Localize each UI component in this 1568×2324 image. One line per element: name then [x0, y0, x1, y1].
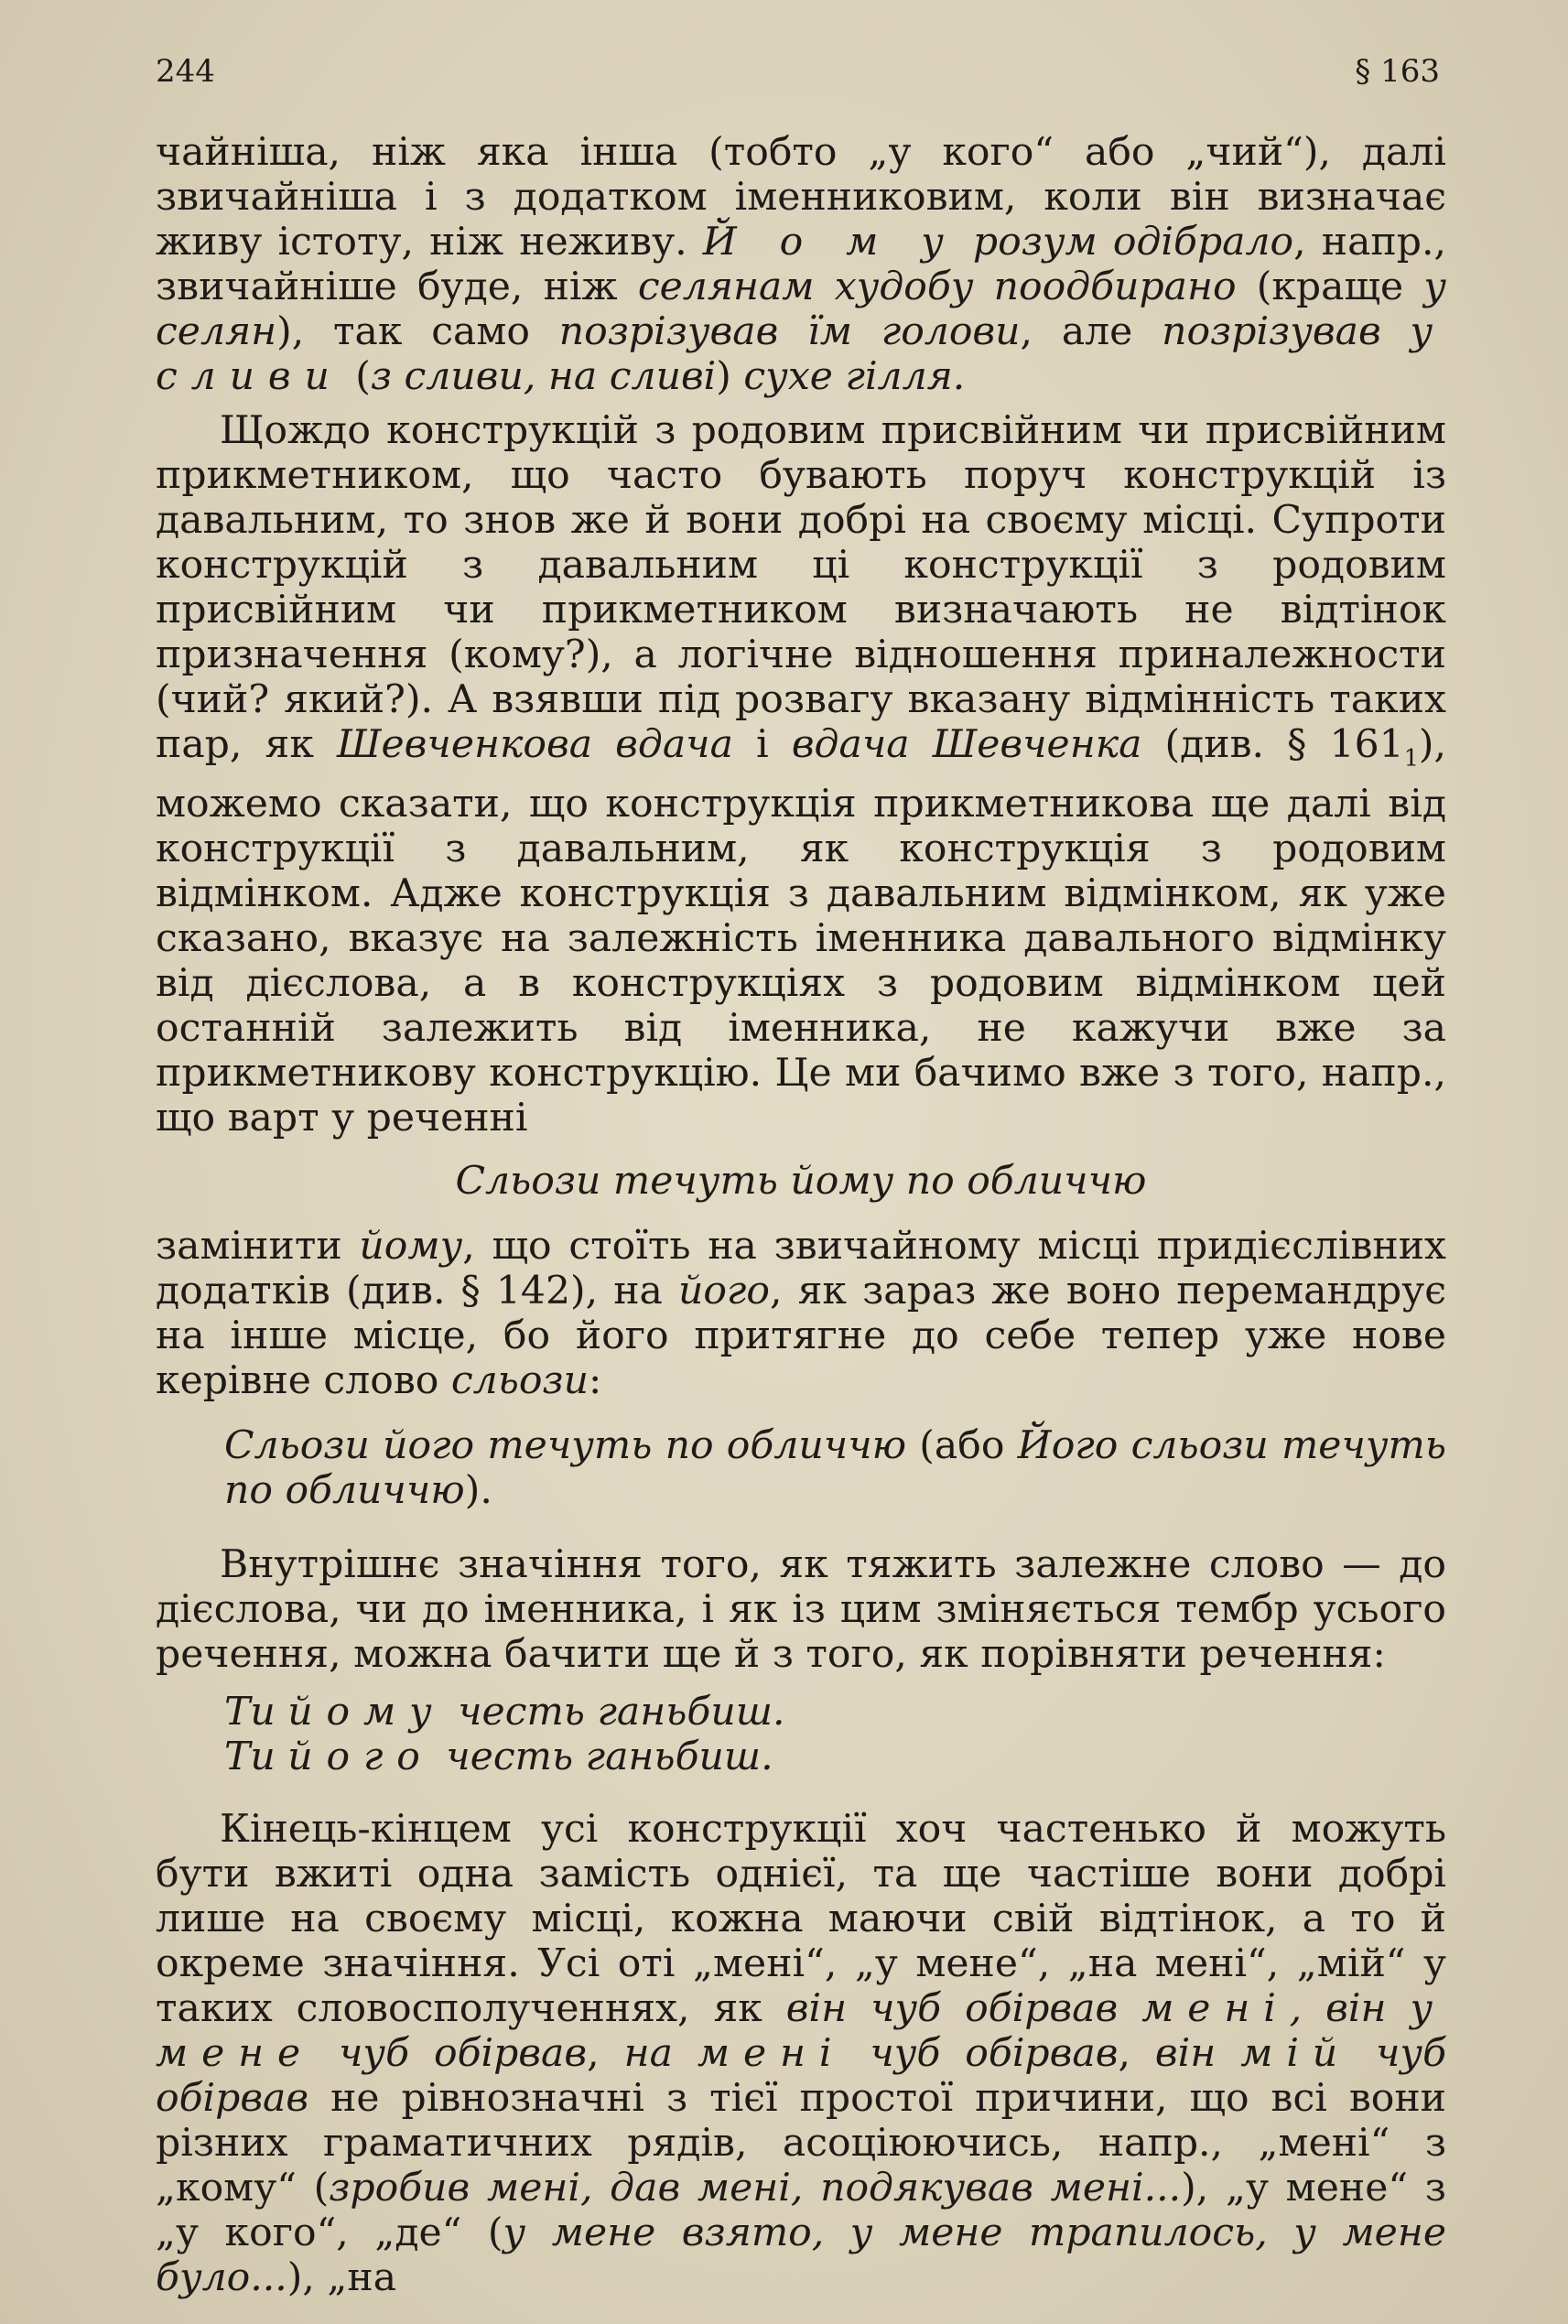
- italic-run: зробив мені, дав мені, подякував мені...: [329, 2165, 1182, 2211]
- italic-run: мій: [1240, 2030, 1352, 2076]
- italic-run: з сливи, на сливі: [370, 354, 717, 399]
- italic-run: у мене: [156, 1985, 1446, 2076]
- text-run: ): [716, 354, 744, 399]
- text-run: , напр., звичайніше буде, ніж: [156, 220, 1446, 309]
- italic-run: честь ганьбиш.: [445, 1689, 785, 1735]
- example-sentence-2: [224, 1423, 1446, 1513]
- italic-run: Його сльози течуть по обличчю: [224, 1422, 1446, 1513]
- italic-run: чуб обірвав: [314, 2030, 588, 2076]
- italic-run: селянам худобу поодбирано: [637, 265, 1237, 309]
- text-run: ,: [587, 2030, 624, 2076]
- text-run: Кінець-кінцем усі конструкції хоч частенько й можуть бути вжиті одна замість однієї, та ще частіше вони добрі лише на своєму місці, кожна маючи свій відтінок, а то й окреме значіння. Усі оті „мені“, „у мене“, „на мені“, „мій“ у таких словосполученнях, як: [156, 1806, 1446, 2031]
- text-run: ), можемо сказати, що конструкція прикметникова ще далі від конструкції з давальним, як конструкція з родовим відмінком. Адже конструкція з давальним відмінком, як уже сказано, вказує на залежність іменника давального відмінку від дієслова, а в конструкціях з родовим відмінком цей останній залежить від іменника, не кажучи вже за прикметникову конструкцію. Це ми бачимо вже з того, напр., що варт у реченні: [156, 722, 1447, 1140]
- italic-run: на: [623, 2030, 697, 2076]
- text-run: чайніша, ніж яка інша (тобто „у кого“ або „чий“), далі звичайніша і з додатком іменниковим, коли він визначає живу істоту, ніж неживу.: [156, 130, 1446, 265]
- italic-run: позрізував їм голови: [558, 309, 1021, 354]
- text-run: , що стоїть на звичайному місці придієслівних додатків (див. § 142), на: [156, 1223, 1447, 1313]
- text-run: (див. § 161: [1141, 722, 1404, 767]
- text-run: ), так само: [276, 309, 559, 354]
- subscript: 1: [1403, 744, 1419, 773]
- italic-run: ,: [1289, 1985, 1326, 2031]
- text-run: Щождо конструкцій з родовим присвійним чи присвійним прикметником, що часто бувають поруч конструкцій із давальним, то знов же й вони добрі на своєму місці. Супроти конструкцій з давальним ці конструкції з родовим присвійним чи прикметником визначають не відтінок призначення (кому?), а логічне відношення приналежности (чий? який?). А взявши під розвагу вказану відмінність таких пар, як: [156, 408, 1446, 767]
- italic-run: його: [677, 1268, 770, 1313]
- italic-run: у селян: [156, 265, 1446, 354]
- italic-run: йому: [287, 1689, 446, 1735]
- text-run: (або: [906, 1422, 1018, 1468]
- text-run: , як зараз же воно перемандрує на інше місце, бо його притягне до себе тепер уже нове керівне слово: [156, 1268, 1447, 1403]
- italic-run: він чуб обірвав: [785, 1985, 1142, 2031]
- paragraph-5: [156, 1807, 1446, 2300]
- text-run: , але: [1020, 309, 1162, 354]
- italic-run: мені: [697, 2030, 846, 2076]
- italic-run: Ти: [224, 1689, 288, 1735]
- text-run: ).: [464, 1467, 492, 1513]
- italic-run: позрізував: [1162, 309, 1411, 354]
- text-run: ), „у мене“ з „у кого“, „де“ (: [156, 2165, 1446, 2255]
- text-run: (краще: [1236, 265, 1424, 309]
- body-text: [156, 130, 1446, 2309]
- text-run: замінити: [156, 1223, 360, 1269]
- italic-run: розум одібрало: [957, 220, 1294, 265]
- italic-run: Ти: [224, 1734, 288, 1779]
- italic-run: Шевченкова вдача: [337, 722, 733, 767]
- paragraph-2: [156, 408, 1446, 1140]
- text-run: ), „на: [287, 2254, 397, 2300]
- italic-run: сльози: [450, 1357, 589, 1403]
- running-head: [156, 53, 1440, 99]
- italic-run: Сльози течуть йому по обличчю: [455, 1158, 1147, 1204]
- italic-run: у мене взято, у мене трапилось, у мене було...: [156, 2210, 1446, 2300]
- section-number: § 163: [1355, 53, 1440, 90]
- italic-run: у сливи: [156, 309, 1446, 399]
- italic-run: він: [1325, 1985, 1411, 2031]
- italic-run: честь ганьбиш.: [433, 1734, 773, 1779]
- paragraph-4: Внутрішнє значіння того, як тяжить залежне слово — до дієслова, чи до іменника, і як із цим зміняється тембр усього речення, можна бачити ще й з того, як порівняти речення:: [156, 1541, 1446, 1677]
- italic-run: вдача Шевченка: [791, 722, 1142, 767]
- italic-run: сухе гілля.: [743, 354, 966, 399]
- text-run: :: [588, 1357, 602, 1403]
- text-run: (: [342, 354, 371, 399]
- verse-line-2: [224, 1735, 1446, 1779]
- italic-run: мені: [1141, 1985, 1290, 2031]
- paragraph-3: [156, 1224, 1446, 1403]
- italic-run: чуб обірвав: [845, 2030, 1119, 2076]
- italic-run: його: [287, 1734, 434, 1779]
- text-run: не рівнозначні з тієї простої причини, що всі вони різних граматичних рядів, асоціюючись, напр., „мені“ з „кому“ (: [156, 2075, 1446, 2211]
- example-sentence-1: [156, 1159, 1446, 1204]
- page-number: 244: [156, 53, 215, 90]
- paragraph-1: [156, 130, 1446, 399]
- italic-run: чуб обірвав: [156, 2030, 1447, 2121]
- italic-run: він: [1154, 2030, 1241, 2076]
- italic-run: йому: [359, 1223, 463, 1269]
- italic-run: Сльози його течуть по обличчю: [224, 1422, 907, 1468]
- text-run: і: [732, 722, 792, 767]
- verse-line-1: [224, 1690, 1446, 1735]
- text-run: ,: [1118, 2030, 1155, 2076]
- italic-run: Й о м у: [702, 220, 957, 265]
- example-verse: [224, 1690, 1446, 1779]
